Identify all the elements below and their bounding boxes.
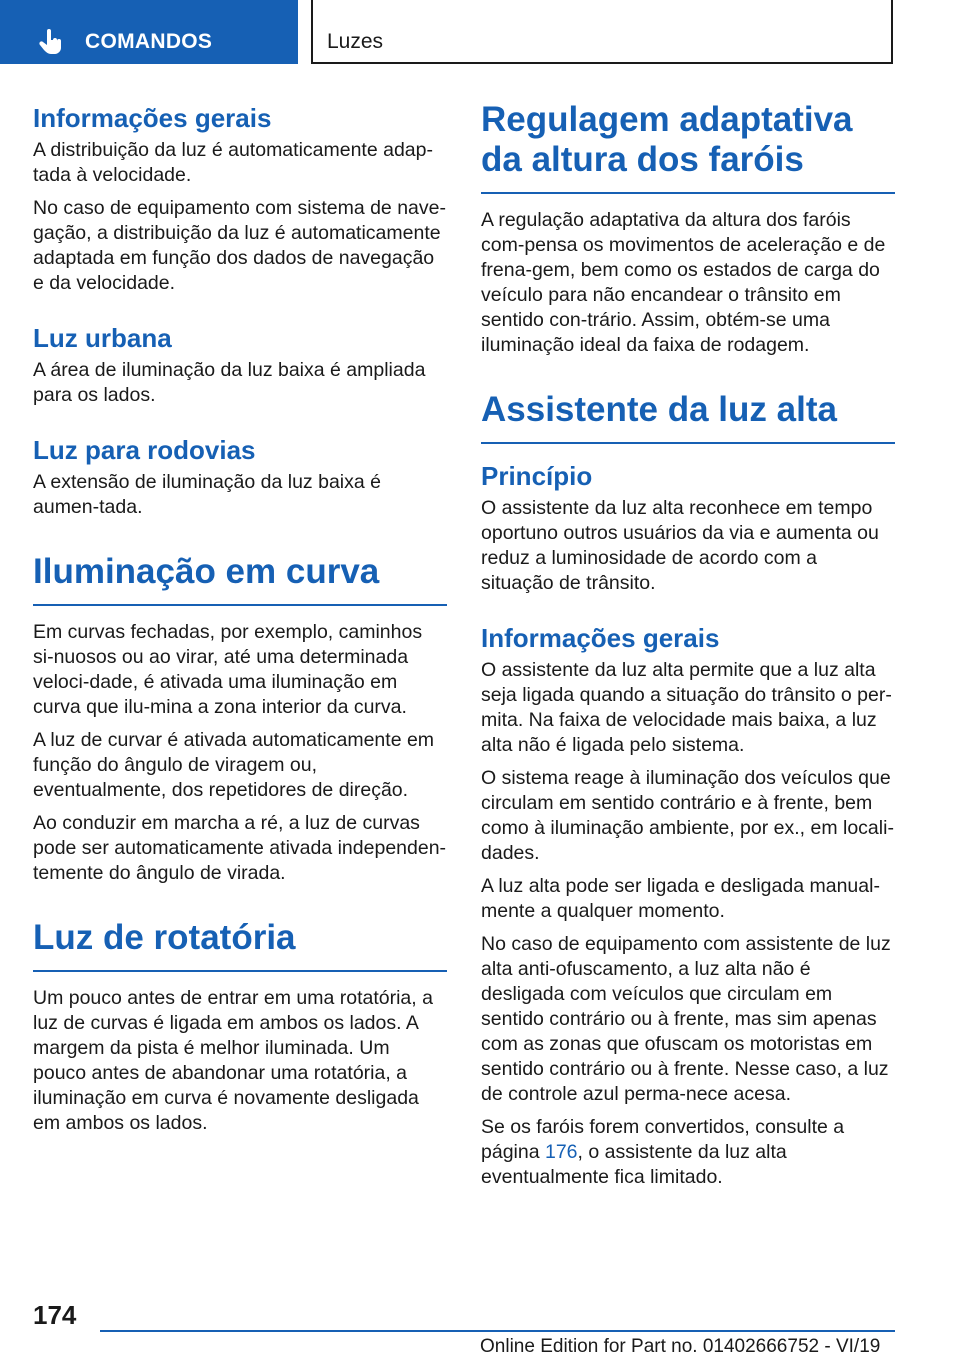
paragraph: A área de iluminação da luz baixa é ampliada para os lados.	[33, 359, 426, 406]
left-column	[33, 100, 447, 1144]
paragraph: No caso de equipamento com assistente de luz alta anti-ofuscamento, a luz alta não é desligada com veículos que circulam em sentido contrário ou à frente, mas sim apenas com as zonas que ofuscam os motoristas em sentido contrário ou à frente. Nesse caso, a luz de controle azul perma-nece acesa.	[481, 933, 891, 1105]
paragraph: O assistente da luz alta reconhece em tempo oportuno outros usuários da via e aumenta ou reduz a luminosidade de acordo com a situação de trânsito.	[481, 497, 879, 594]
hand-pointer-icon	[38, 28, 66, 56]
heading-assistente-da-luz-alta: Assistente da luz alta	[481, 390, 837, 429]
heading-iluminacao-em-curva: Iluminação em curva	[33, 552, 380, 591]
right-column	[481, 100, 895, 1198]
heading-luz-para-rodovias: Luz para rodovias	[33, 435, 256, 465]
heading-informacoes-gerais-2: Informações gerais	[481, 623, 720, 653]
paragraph: O assistente da luz alta permite que a luz alta seja ligada quando a situação do trânsito o per-mita. Na faixa de velocidade mais baixa, a luz alta não é ligada pelo sistema.	[481, 659, 892, 756]
heading-principio: Princípio	[481, 461, 593, 491]
section-rule	[481, 390, 895, 444]
paragraph: A distribuição da luz é automaticamente adap-tada à velocidade.	[33, 139, 433, 186]
paragraph: No caso de equipamento com sistema de nave-gação, a distribuição da luz é automaticamente adaptada em função dos dados de navegação e da velocidade.	[33, 197, 446, 294]
paragraph: Em curvas fechadas, por exemplo, caminhos si-nuosos ou ao virar, até uma determinada veloci-dade, é ativada uma iluminação em curva que ilu-mina a zona interior da curva.	[33, 621, 423, 718]
section-rule	[33, 552, 447, 606]
chapter-title: COMANDOS	[85, 30, 213, 53]
paragraph: A luz de curvar é ativada automaticamente em função do ângulo de viragem ou, eventualmente, dos repetidores de direção.	[33, 729, 435, 801]
paragraph: A extensão de iluminação da luz baixa é aumen-tada.	[33, 471, 381, 518]
heading-informacoes-gerais: Informações gerais	[33, 103, 272, 133]
section-header	[311, 0, 893, 64]
paragraph-text: , o assistente da luz alta eventualmente fica limitado.	[481, 1141, 787, 1188]
paragraph: Ao conduzir em marcha a ré, a luz de curvas pode ser automaticamente ativada independen-temente do ângulo de virada.	[33, 812, 447, 884]
section-title: Luzes	[327, 30, 384, 53]
footer-rule	[100, 1330, 895, 1332]
chapter-tab	[0, 0, 298, 64]
heading-luz-de-rotatoria: Luz de rotatória	[33, 918, 296, 957]
section-rule	[481, 100, 895, 194]
section-rule	[33, 918, 447, 972]
paragraph: A regulação adaptativa da altura dos faróis com-pensa os movimentos de aceleração e de frena-gem, bem como os estados de carga do veículo para não encandear o trânsito em sentido con-trário. Assim, obtém-se uma iluminação ideal da faixa de rodagem.	[481, 209, 886, 356]
heading-luz-urbana: Luz urbana	[33, 323, 172, 353]
page-number: 174	[33, 1300, 77, 1330]
paragraph	[481, 1115, 895, 1190]
paragraph-text: Se os faróis forem convertidos, consulte a página	[481, 1116, 845, 1163]
paragraph: A luz alta pode ser ligada e desligada manual-mente a qualquer momento.	[481, 875, 880, 922]
heading-regulagem-adaptativa: Regulagem adaptativa da altura dos faróis	[481, 100, 853, 179]
footer-edition: Online Edition for Part no. 01402666752 - VI/19	[480, 1336, 881, 1357]
paragraph: O sistema reage à iluminação dos veículos que circulam em sentido contrário e à frente, bem como à iluminação ambiente, por ex., em locali-dades.	[481, 767, 894, 864]
page-reference-link[interactable]: 176	[544, 1141, 578, 1163]
paragraph: Um pouco antes de entrar em uma rotatória, a luz de curvas é ligada em ambos os lados. A margem da pista é melhor iluminada. Um pouco antes de abandonar uma rotatória, a iluminação em curva é novamente desligada em ambos os lados.	[33, 987, 433, 1134]
